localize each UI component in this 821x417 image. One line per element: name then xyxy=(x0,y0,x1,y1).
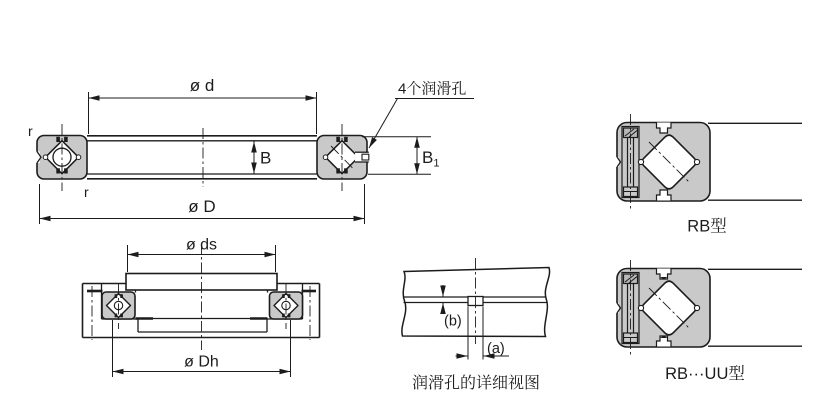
retainer-mark xyxy=(120,294,123,298)
retainer-mark xyxy=(288,294,291,298)
retainer-mark xyxy=(56,137,60,142)
fillet-label-bottom: r xyxy=(84,184,89,200)
left-raceway-relief-left xyxy=(43,155,48,160)
retainer-mark xyxy=(336,137,340,142)
lube-holes-note: 4个润滑孔 xyxy=(398,80,467,98)
dim-label-housing-seat-Dh: ø Dh xyxy=(184,353,219,371)
rb-type-caption: RB型 xyxy=(687,217,727,236)
retainer-mark xyxy=(282,314,285,318)
lube-hole xyxy=(362,154,369,160)
retainer-mark xyxy=(344,168,348,173)
dim-label-b1-sub: 1 xyxy=(433,157,440,170)
retainer-mark xyxy=(56,168,60,173)
raceway-relief-left xyxy=(638,159,643,164)
dim-label-bore-d: ø d xyxy=(189,76,215,95)
raceway-relief-right xyxy=(694,305,699,310)
raceway-relief-left xyxy=(638,305,643,310)
raceway-relief-right xyxy=(694,159,699,164)
rbuu-type-caption: RB···UU型 xyxy=(665,365,745,383)
dim-label-b: (b) xyxy=(444,313,462,330)
retainer-mark xyxy=(64,168,68,173)
retainer-mark xyxy=(115,294,118,298)
retainer-mark xyxy=(288,314,291,318)
dim-label-a: (a) xyxy=(487,341,505,357)
dim-label-shaft-seat-ds: ø ds xyxy=(185,236,218,254)
retainer-mark xyxy=(115,314,118,318)
retainer-mark xyxy=(120,314,123,318)
lube-detail-caption: 润滑孔的详细视图 xyxy=(411,375,541,392)
retainer-mark xyxy=(282,294,285,298)
right-raceway-relief-left xyxy=(323,155,328,160)
dim-label-width-B: B xyxy=(260,148,272,168)
dim-label-b1-base: B xyxy=(422,148,434,167)
retainer-mark xyxy=(64,137,68,142)
dim-label-outer-D: ø D xyxy=(188,197,216,216)
left-raceway-relief-right xyxy=(76,155,81,160)
retainer-mark xyxy=(336,168,340,173)
retainer-mark xyxy=(344,137,348,142)
fillet-label-top: r xyxy=(28,123,33,139)
